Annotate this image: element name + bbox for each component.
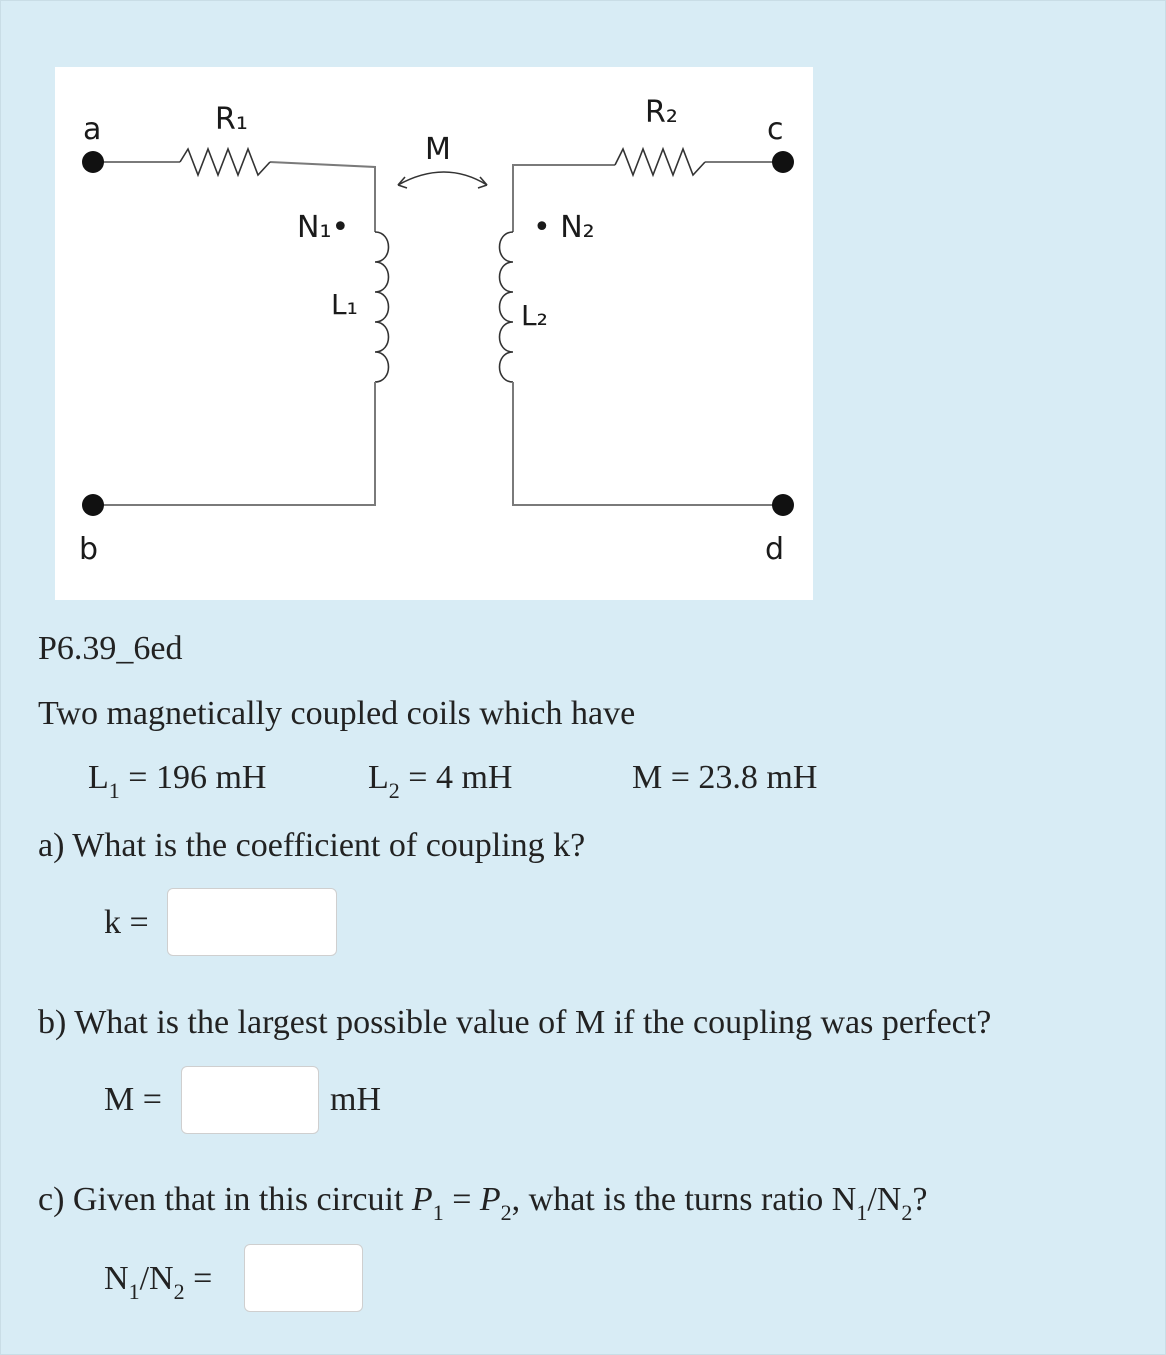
terminal-c-dot: [772, 151, 794, 173]
question-b: b) What is the largest possible value of M if the coupling was perfect?: [38, 1004, 992, 1041]
question-c-p2-sub: 2: [500, 1200, 512, 1225]
question-c-p1-sub: 1: [432, 1200, 444, 1225]
label-c: c: [767, 112, 784, 147]
mutual-arrow: [398, 172, 487, 185]
question-c-n1-sub: 1: [856, 1200, 868, 1225]
problem-id: P6.39_6ed: [38, 630, 183, 667]
circuit-diagram: [55, 67, 813, 600]
label-r2: R₂: [645, 95, 678, 130]
k-label: k =: [104, 904, 149, 941]
circuit-svg: [55, 67, 813, 600]
ratio-n: N: [104, 1260, 129, 1297]
m-unit: mH: [330, 1081, 381, 1118]
terminal-b-dot: [82, 494, 104, 516]
question-c-n2-sub: 2: [901, 1200, 913, 1225]
wire-bottom-left: [95, 382, 375, 505]
question-c-eq: =: [443, 1181, 480, 1218]
given-m: M = 23.8 mH: [632, 759, 818, 796]
resistor-r2: [615, 149, 705, 175]
label-n1: N₁•: [297, 210, 350, 245]
ratio-eq: =: [184, 1260, 213, 1297]
given-l2-symbol: L: [368, 759, 389, 796]
ratio-sub1: 1: [128, 1279, 140, 1304]
given-l1-value: = 196 mH: [128, 759, 267, 796]
label-l2: L₂: [521, 299, 548, 332]
given-l2-sub: 2: [388, 778, 400, 803]
label-d: d: [765, 532, 785, 567]
resistor-r1: [180, 149, 270, 175]
given-l1-symbol: L: [88, 759, 109, 796]
question-c-p1: P: [411, 1181, 433, 1218]
given-l2: [368, 761, 512, 802]
label-n2: • N₂: [533, 210, 595, 245]
ratio-answer-input[interactable]: [244, 1244, 363, 1312]
label-m: M: [425, 132, 451, 167]
given-l1-sub: 1: [108, 778, 120, 803]
question-c-mid: , what is the turns ratio N: [511, 1181, 857, 1218]
problem-intro: Two magnetically coupled coils which have: [38, 695, 636, 732]
question-c-start: c) Given that in this circuit: [38, 1181, 412, 1218]
question-c: [38, 1183, 927, 1224]
label-l1: L₁: [331, 288, 358, 321]
ratio-sep: /N: [139, 1260, 174, 1297]
inductor-l2: [500, 232, 514, 382]
terminal-d-dot: [772, 494, 794, 516]
k-answer-input[interactable]: [167, 888, 337, 956]
inductor-l1: [375, 232, 389, 382]
m-label: M =: [104, 1081, 162, 1118]
given-l1: [88, 761, 266, 802]
terminal-a-dot: [82, 151, 104, 173]
label-a: a: [83, 112, 102, 147]
question-c-p2: P: [479, 1181, 501, 1218]
question-a: a) What is the coefficient of coupling k?: [38, 827, 586, 864]
m-answer-input[interactable]: [181, 1066, 319, 1134]
ratio-label: [104, 1262, 212, 1303]
wire-bottom-right: [513, 382, 783, 505]
label-b: b: [79, 532, 99, 567]
label-r1: R₁: [215, 102, 248, 137]
given-l2-value: = 4 mH: [408, 759, 513, 796]
ratio-sub2: 2: [173, 1279, 185, 1304]
question-c-end: ?: [912, 1181, 928, 1218]
question-c-sep: /N: [867, 1181, 902, 1218]
